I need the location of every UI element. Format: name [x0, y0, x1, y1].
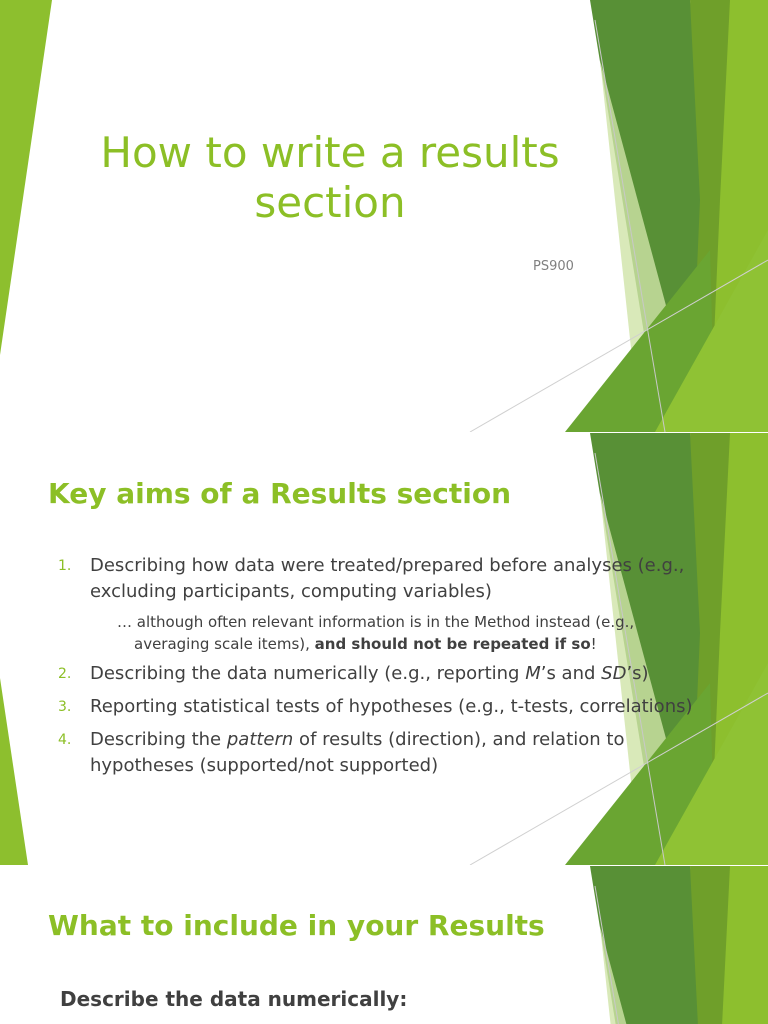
aims-slide: [0, 433, 768, 865]
list-text: Describing how data were treated/prepared before analyses (e.g., excluding participants, computing variables): [90, 555, 685, 602]
list-item: [0, 694, 710, 720]
list-subnote: [117, 611, 710, 655]
slide-title: How to write a results section: [100, 128, 560, 227]
list-item: [0, 553, 710, 655]
list-number: 3.: [58, 699, 72, 715]
list-text: Reporting statistical tests of hypotheses (e.g., t-tests, correlations): [90, 696, 693, 717]
subnote-bold: and should not be repeated if so: [314, 635, 591, 653]
subnote-end: !: [590, 635, 597, 653]
include-slide: [0, 866, 768, 1024]
list-number: 4.: [58, 732, 72, 748]
aims-list: [0, 553, 710, 779]
subnote-text: … although often relevant information is in the Method instead (e.g., averaging scale items),: [117, 613, 635, 653]
slide-heading: Key aims of a Results section: [48, 477, 512, 510]
list-item: [0, 661, 710, 687]
title-slide: [0, 0, 768, 432]
list-text: Describing the pattern of results (direction), and relation to hypotheses (supported/not supported): [90, 729, 625, 776]
list-number: 1.: [58, 558, 72, 574]
list-text: Describing the data numerically (e.g., reporting M’s and SD’s): [90, 663, 649, 684]
slide-heading: What to include in your Results: [48, 909, 545, 942]
slide-subheading: Describe the data numerically:: [60, 987, 408, 1011]
list-number: 2.: [58, 666, 72, 682]
list-item: [0, 727, 710, 779]
slide-subtitle: PS900: [533, 259, 574, 274]
